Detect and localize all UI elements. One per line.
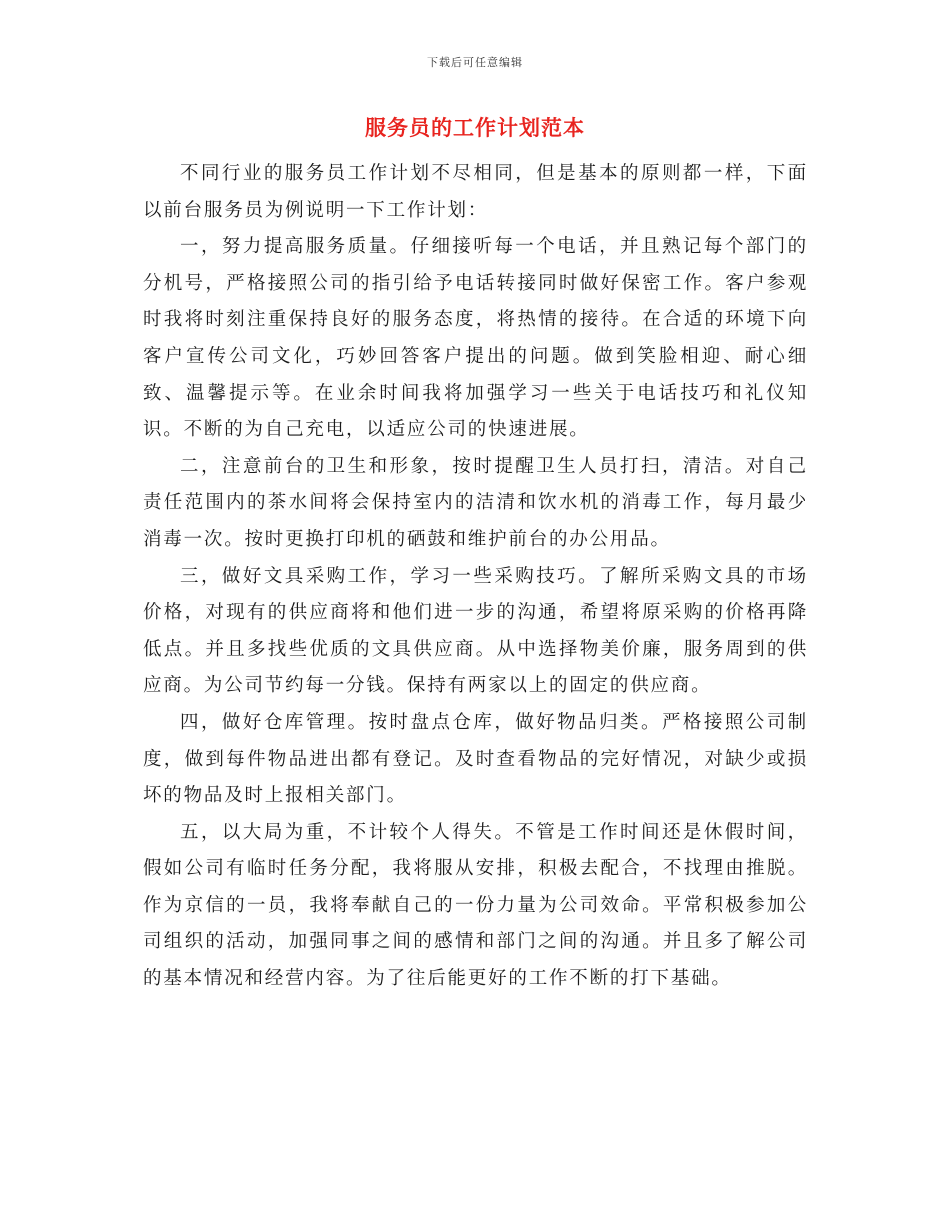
paragraph-item-4: 四，做好仓库管理。按时盘点仓库，做好物品归类。严格接照公司制度，做到每件物品进出都有登记。及时查看物品的完好情况，对缺少或损坏的物品及时上报相关部门。 [143, 711, 808, 807]
paragraph-item-3: 三，做好文具采购工作，学习一些采购技巧。了解所采购文具的市场价格，对现有的供应商将和他们进一步的沟通，希望将原采购的价格再降低点。并且多找些优质的文具供应商。从中选择物美价廉，服务周到的供应商。为公司节约每一分钱。保持有两家以上的固定的供应商。 [143, 565, 808, 697]
document-title: 服务员的工作计划范本 [365, 115, 585, 140]
document-body [143, 156, 808, 998]
paragraph-intro: 不同行业的服务员工作计划不尽相同，但是基本的原则都一样，下面以前台服务员为例说明一下工作计划： [143, 163, 808, 221]
paragraph-item-2: 二，注意前台的卫生和形象，按时提醒卫生人员打扫，清洁。对自己责任范围内的茶水间将会保持室内的洁清和饮水机的消毒工作，每月最少消毒一次。按时更换打印机的硒鼓和维护前台的办公用品。 [143, 455, 808, 550]
paragraph-item-1: 一，努力提高服务质量。仔细接听每一个电话，并且熟记每个部门的分机号，严格接照公司的指引给予电话转接同时做好保密工作。客户参观时我将时刻注重保持良好的服务态度，将热情的接待。在合适的环境下向客户宣传公司文化，巧妙回答客户提出的问题。做到笑脸相迎、耐心细致、温馨提示等。在业余时间我将加强学习一些关于电话技巧和礼仪知识。不断的为自己充电，以适应公司的快速进展。 [143, 236, 808, 441]
header-note: 下载后可任意编辑 [427, 56, 523, 69]
paragraph-item-5: 五，以大局为重，不计较个人得失。不管是工作时间还是休假时间，假如公司有临时任务分配，我将服从安排，积极去配合，不找理由推脱。作为京信的一员，我将奉献自己的一份力量为公司效命。平常积极参加公司组织的活动，加强同事之间的感情和部门之间的沟通。并且多了解公司的基本情况和经营内容。为了往后能更好的工作不断的打下基础。 [143, 821, 808, 990]
